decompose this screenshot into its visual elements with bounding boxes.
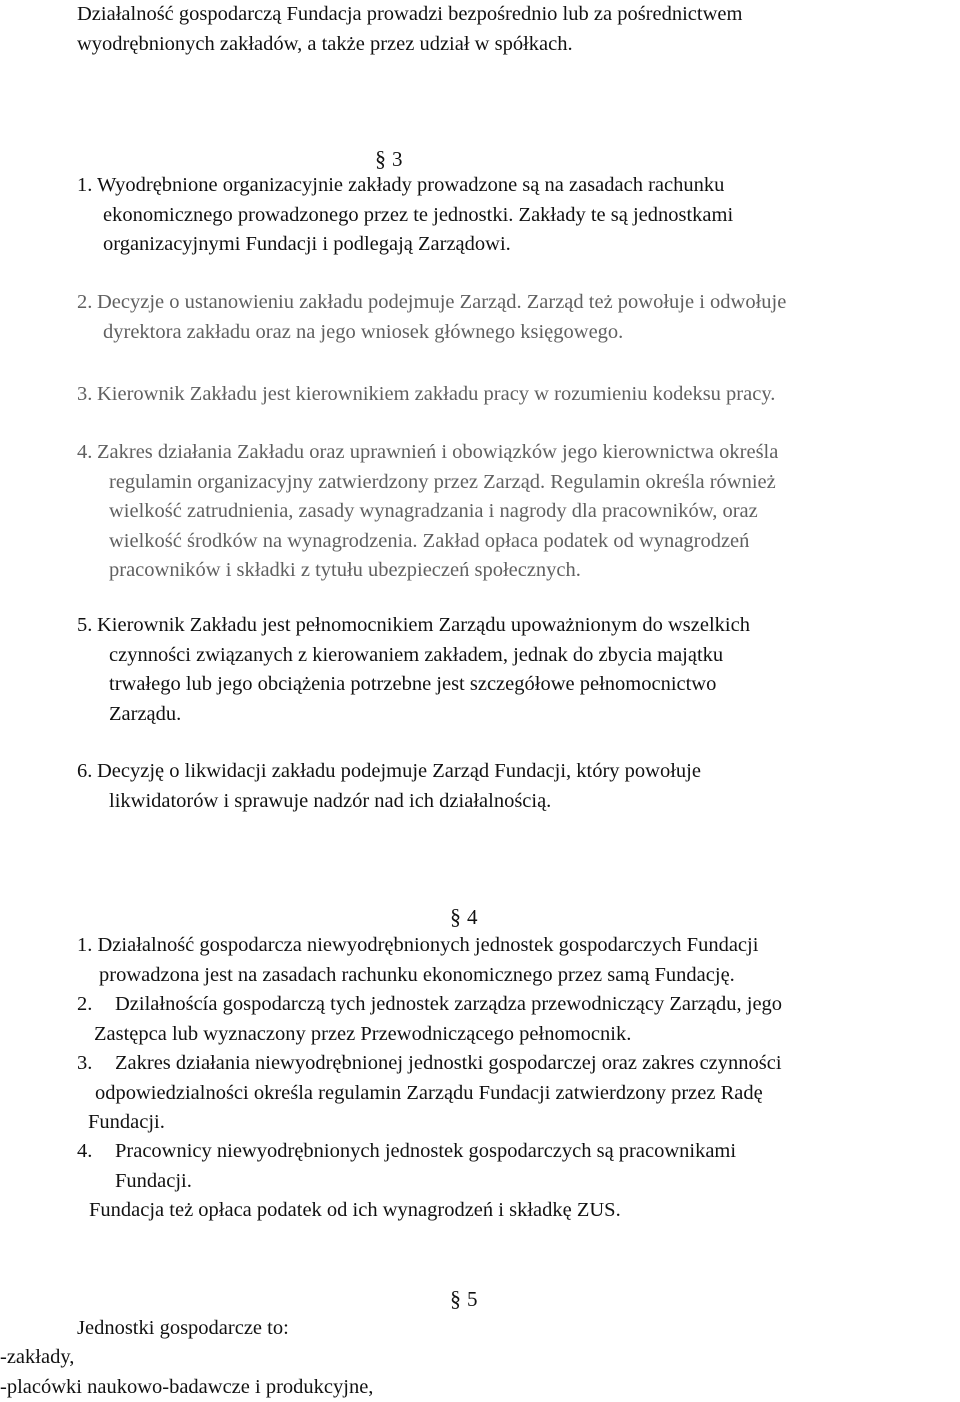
item-number: 6. — [77, 757, 97, 787]
section-5-intro: Jednostki gospodarcze to: — [77, 1314, 289, 1344]
item-line: Kierownik Zakładu jest pełnomocnikiem Zarządu upoważnionym do wszelkich — [97, 614, 750, 636]
section-number: 4 — [467, 905, 478, 929]
item-line: odpowiedzialności określa regulamin Zarządu Fundacji zatwierdzony przez Radę — [77, 1079, 782, 1109]
section-4-item-4 — [77, 1137, 736, 1196]
item-line: Działalność gospodarcza niewyodrębnionych jednostek gospodarczych Fundacji — [98, 934, 759, 956]
item-line: organizacyjnymi Fundacji i podlegają Zarządowi. — [77, 230, 733, 260]
item-number: 2. — [77, 990, 115, 1020]
intro-line: wyodrębnionych zakładów, a także przez udział w spółkach. — [77, 30, 742, 60]
section-3-item-6 — [77, 757, 701, 816]
item-line: czynności związanych z kierowaniem zakładem, jednak do zbycia majątku — [77, 641, 750, 671]
item-line: Zakres działania Zakładu oraz uprawnień i obowiązków jego kierownictwa określa — [97, 441, 778, 463]
item-number: 1. — [77, 171, 97, 201]
section-3-heading — [375, 145, 403, 173]
item-line: Pracownicy niewyodrębnionych jednostek gospodarczych są pracownikami — [115, 1140, 736, 1162]
section-5-heading — [450, 1285, 478, 1313]
item-line: Decyzje o ustanowieniu zakładu podejmuje Zarząd. Zarząd też powołuje i odwołuje — [97, 291, 786, 313]
section-symbol: § — [450, 1286, 461, 1311]
item-number: 2. — [77, 288, 97, 318]
item-number: 1. — [77, 934, 92, 956]
item-line: Fundacji. — [77, 1167, 736, 1197]
section-4-item-2 — [77, 990, 782, 1049]
section-4-heading — [450, 903, 478, 931]
section-number: 3 — [392, 147, 403, 171]
item-number: 3. — [77, 380, 97, 410]
section-number: 5 — [467, 1287, 478, 1311]
item-line: Wyodrębnione organizacyjnie zakłady prowadzone są na zasadach rachunku — [97, 174, 724, 196]
item-line: dyrektora zakładu oraz na jego wniosek głównego księgowego. — [77, 318, 786, 348]
item-line: Zakres działania niewyodrębnionej jednostki gospodarczej oraz zakres czynności — [115, 1052, 782, 1074]
item-line: Zastępca lub wyznaczony przez Przewodniczącego pełnomocnik. — [77, 1020, 782, 1050]
section-4-closing: Fundacja też opłaca podatek od ich wynagrodzeń i składkę ZUS. — [89, 1196, 621, 1226]
list-item: -placówki naukowo-badawcze i produkcyjne, — [0, 1373, 373, 1402]
item-line: ekonomicznego prowadzonego przez te jednostki. Zakłady te są jednostkami — [77, 201, 733, 231]
section-3-item-4 — [77, 438, 778, 586]
item-line: wielkość środków na wynagrodzenia. Zakład opłaca podatek od wynagrodzeń — [77, 527, 778, 557]
item-number: 4. — [77, 1137, 115, 1167]
item-line: wielkość zatrudnienia, zasady wynagradzania i nagrody dla pracowników, oraz — [77, 497, 778, 527]
item-line: likwidatorów i sprawuje nadzór nad ich działalnością. — [77, 787, 701, 817]
section-3-item-2 — [77, 288, 786, 347]
section-3-item-1 — [77, 171, 733, 260]
item-line: Fundacji. — [77, 1108, 782, 1138]
section-3-item-3 — [77, 380, 775, 410]
item-line: trwałego lub jego obciążenia potrzebne jest szczegółowe pełnomocnictwo — [77, 670, 750, 700]
section-4-item-3 — [77, 1049, 782, 1138]
section-symbol: § — [375, 146, 386, 171]
item-number: 4. — [77, 438, 97, 468]
item-line: Dzilałnoścía gospodarczą tych jednostek zarządza przewodniczący Zarządu, jego — [115, 993, 782, 1015]
intro-line: Działalność gospodarczą Fundacja prowadzi bezpośrednio lub za pośrednictwem — [77, 0, 742, 30]
item-number: 3. — [77, 1049, 115, 1079]
item-line: Decyzję o likwidacji zakładu podejmuje Zarząd Fundacji, który powołuje — [97, 760, 701, 782]
section-3-item-5 — [77, 611, 750, 729]
section-4-item-1 — [77, 931, 758, 990]
item-line: pracowników i składki z tytułu ubezpieczeń społecznych. — [77, 556, 778, 586]
section-symbol: § — [450, 904, 461, 929]
item-number: 5. — [77, 611, 97, 641]
item-line: Zarządu. — [77, 700, 750, 730]
item-line: Kierownik Zakładu jest kierownikiem zakładu pracy w rozumieniu kodeksu pracy. — [97, 383, 775, 405]
list-item: -zakłady, — [0, 1343, 373, 1373]
item-line: regulamin organizacyjny zatwierdzony przez Zarząd. Regulamin określa również — [77, 468, 778, 498]
item-line: prowadzona jest na zasadach rachunku ekonomicznego przez samą Fundację. — [77, 961, 758, 991]
intro-paragraph — [77, 0, 742, 59]
section-5-list — [0, 1343, 373, 1402]
